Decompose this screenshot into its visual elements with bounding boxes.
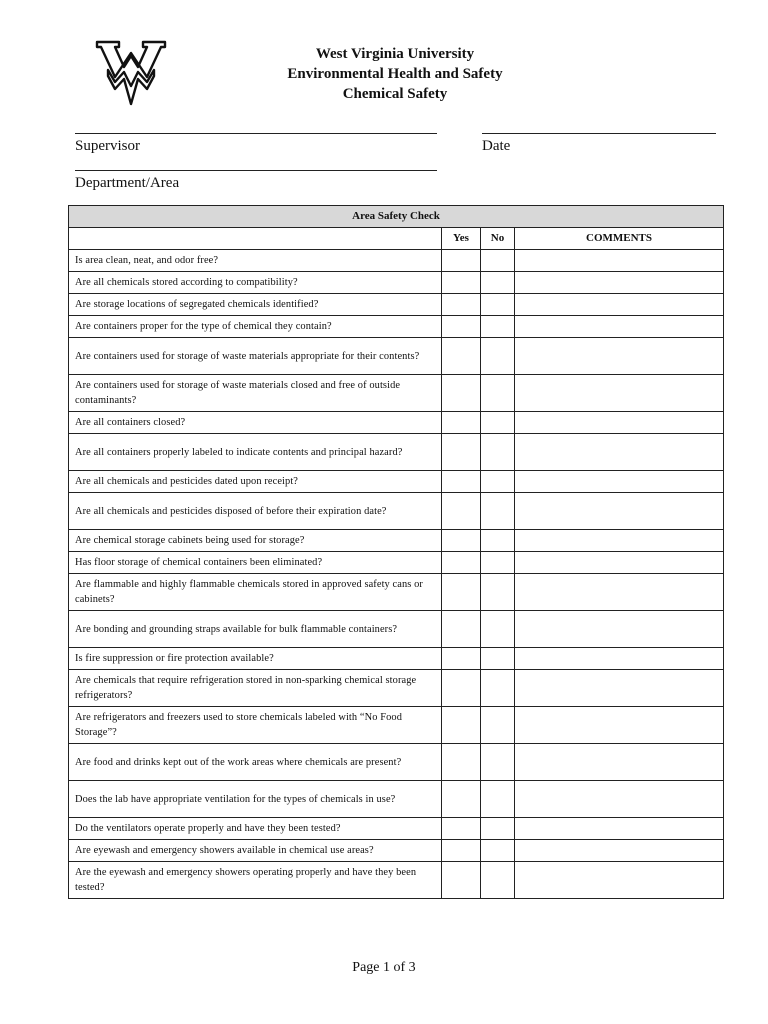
no-cell[interactable] [481, 574, 515, 611]
table-row [69, 611, 724, 648]
question-text: Are all containers properly labeled to indicate contents and principal hazard? [69, 434, 442, 471]
question-text: Is fire suppression or fire protection available? [69, 648, 442, 670]
table-row [69, 471, 724, 493]
yes-cell[interactable] [442, 530, 481, 552]
comments-cell[interactable] [515, 294, 724, 316]
table-row [69, 818, 724, 840]
checklist-rows [69, 250, 724, 899]
yes-cell[interactable] [442, 471, 481, 493]
yes-cell[interactable] [442, 648, 481, 670]
question-text: Are all containers closed? [69, 412, 442, 434]
question-text: Are storage locations of segregated chemicals identified? [69, 294, 442, 316]
no-cell[interactable] [481, 781, 515, 818]
question-text: Are chemical storage cabinets being used for storage? [69, 530, 442, 552]
question-text: Are containers used for storage of waste materials closed and free of outside contaminants? [69, 375, 442, 412]
comments-cell[interactable] [515, 707, 724, 744]
comments-cell[interactable] [515, 338, 724, 375]
table-row [69, 840, 724, 862]
comments-cell[interactable] [515, 648, 724, 670]
no-cell[interactable] [481, 862, 515, 899]
no-cell[interactable] [481, 434, 515, 471]
yes-cell[interactable] [442, 250, 481, 272]
comments-cell[interactable] [515, 250, 724, 272]
university-name: West Virginia University [315, 46, 475, 62]
table-row [69, 375, 724, 412]
date-line[interactable] [482, 133, 716, 134]
yes-cell[interactable] [442, 552, 481, 574]
page-number: Page 1 of 3 [352, 960, 416, 975]
yes-cell[interactable] [442, 294, 481, 316]
table-row [69, 744, 724, 781]
no-cell[interactable] [481, 316, 515, 338]
yes-cell[interactable] [442, 412, 481, 434]
table-row [69, 670, 724, 707]
yes-cell[interactable] [442, 493, 481, 530]
table-row [69, 493, 724, 530]
department-line[interactable] [75, 170, 437, 171]
no-cell[interactable] [481, 818, 515, 840]
no-cell[interactable] [481, 744, 515, 781]
no-cell[interactable] [481, 493, 515, 530]
no-cell[interactable] [481, 707, 515, 744]
wvu-logo [95, 40, 167, 108]
comments-cell[interactable] [515, 493, 724, 530]
area-safety-check-table [68, 205, 724, 899]
question-text: Are the eyewash and emergency showers operating properly and have they been tested? [69, 862, 442, 899]
question-text: Are chemicals that require refrigeration stored in non-sparking chemical storage refrigerators? [69, 670, 442, 707]
comments-cell[interactable] [515, 840, 724, 862]
comments-cell[interactable] [515, 552, 724, 574]
table-row [69, 862, 724, 899]
comments-cell[interactable] [515, 272, 724, 294]
yes-cell[interactable] [442, 611, 481, 648]
no-cell[interactable] [481, 338, 515, 375]
yes-column-header: Yes [442, 228, 481, 250]
table-section-title-row [69, 206, 724, 228]
yes-cell[interactable] [442, 272, 481, 294]
comments-cell[interactable] [515, 574, 724, 611]
table-row [69, 530, 724, 552]
table-row [69, 434, 724, 471]
question-text: Are flammable and highly flammable chemicals stored in approved safety cans or cabinets? [69, 574, 442, 611]
yes-cell[interactable] [442, 375, 481, 412]
comments-cell[interactable] [515, 530, 724, 552]
no-cell[interactable] [481, 471, 515, 493]
no-cell[interactable] [481, 375, 515, 412]
yes-cell[interactable] [442, 840, 481, 862]
question-text: Are refrigerators and freezers used to store chemicals labeled with “No Food Storage”? [69, 707, 442, 744]
yes-cell[interactable] [442, 434, 481, 471]
table-row [69, 250, 724, 272]
comments-cell[interactable] [515, 862, 724, 899]
comments-cell[interactable] [515, 781, 724, 818]
question-text: Are food and drinks kept out of the work areas where chemicals are present? [69, 744, 442, 781]
department-label: Department/Area [75, 175, 180, 191]
no-cell[interactable] [481, 552, 515, 574]
no-cell[interactable] [481, 412, 515, 434]
no-cell[interactable] [481, 294, 515, 316]
no-cell[interactable] [481, 670, 515, 707]
question-text: Are eyewash and emergency showers available in chemical use areas? [69, 840, 442, 862]
no-cell[interactable] [481, 611, 515, 648]
no-cell[interactable] [481, 530, 515, 552]
supervisor-label: Supervisor [75, 138, 140, 154]
comments-cell[interactable] [515, 471, 724, 493]
yes-cell[interactable] [442, 781, 481, 818]
question-text: Does the lab have appropriate ventilation for the types of chemicals in use? [69, 781, 442, 818]
comments-cell[interactable] [515, 434, 724, 471]
table-row [69, 412, 724, 434]
document-title: Chemical Safety [342, 86, 448, 102]
no-column-header: No [481, 228, 515, 250]
question-text: Is area clean, neat, and odor free? [69, 250, 442, 272]
date-label: Date [482, 138, 511, 154]
yes-cell[interactable] [442, 744, 481, 781]
question-text: Do the ventilators operate properly and have they been tested? [69, 818, 442, 840]
question-text: Are containers proper for the type of chemical they contain? [69, 316, 442, 338]
comments-column-header: COMMENTS [515, 228, 724, 250]
table-header-row [69, 228, 724, 250]
table-row [69, 552, 724, 574]
supervisor-line[interactable] [75, 133, 437, 134]
table-row [69, 316, 724, 338]
yes-cell[interactable] [442, 670, 481, 707]
yes-cell[interactable] [442, 707, 481, 744]
table-row [69, 574, 724, 611]
department-name: Environmental Health and Safety [287, 66, 503, 82]
no-cell[interactable] [481, 840, 515, 862]
yes-cell[interactable] [442, 862, 481, 899]
question-text: Are all chemicals and pesticides disposed of before their expiration date? [69, 493, 442, 530]
yes-cell[interactable] [442, 818, 481, 840]
question-text: Are containers used for storage of waste materials appropriate for their contents? [69, 338, 442, 375]
comments-cell[interactable] [515, 818, 724, 840]
comments-cell[interactable] [515, 744, 724, 781]
yes-cell[interactable] [442, 338, 481, 375]
section-title: Area Safety Check [69, 206, 724, 228]
no-cell[interactable] [481, 648, 515, 670]
comments-cell[interactable] [515, 611, 724, 648]
no-cell[interactable] [481, 272, 515, 294]
question-column-header [69, 228, 442, 250]
table-row [69, 648, 724, 670]
yes-cell[interactable] [442, 316, 481, 338]
table-row [69, 338, 724, 375]
document-header [230, 44, 560, 104]
comments-cell[interactable] [515, 412, 724, 434]
comments-cell[interactable] [515, 375, 724, 412]
no-cell[interactable] [481, 250, 515, 272]
comments-cell[interactable] [515, 316, 724, 338]
question-text: Are all chemicals and pesticides dated upon receipt? [69, 471, 442, 493]
comments-cell[interactable] [515, 670, 724, 707]
question-text: Are all chemicals stored according to compatibility? [69, 272, 442, 294]
table-row [69, 294, 724, 316]
question-text: Has floor storage of chemical containers been eliminated? [69, 552, 442, 574]
table-row [69, 781, 724, 818]
table-row [69, 272, 724, 294]
table-row [69, 707, 724, 744]
question-text: Are bonding and grounding straps available for bulk flammable containers? [69, 611, 442, 648]
yes-cell[interactable] [442, 574, 481, 611]
